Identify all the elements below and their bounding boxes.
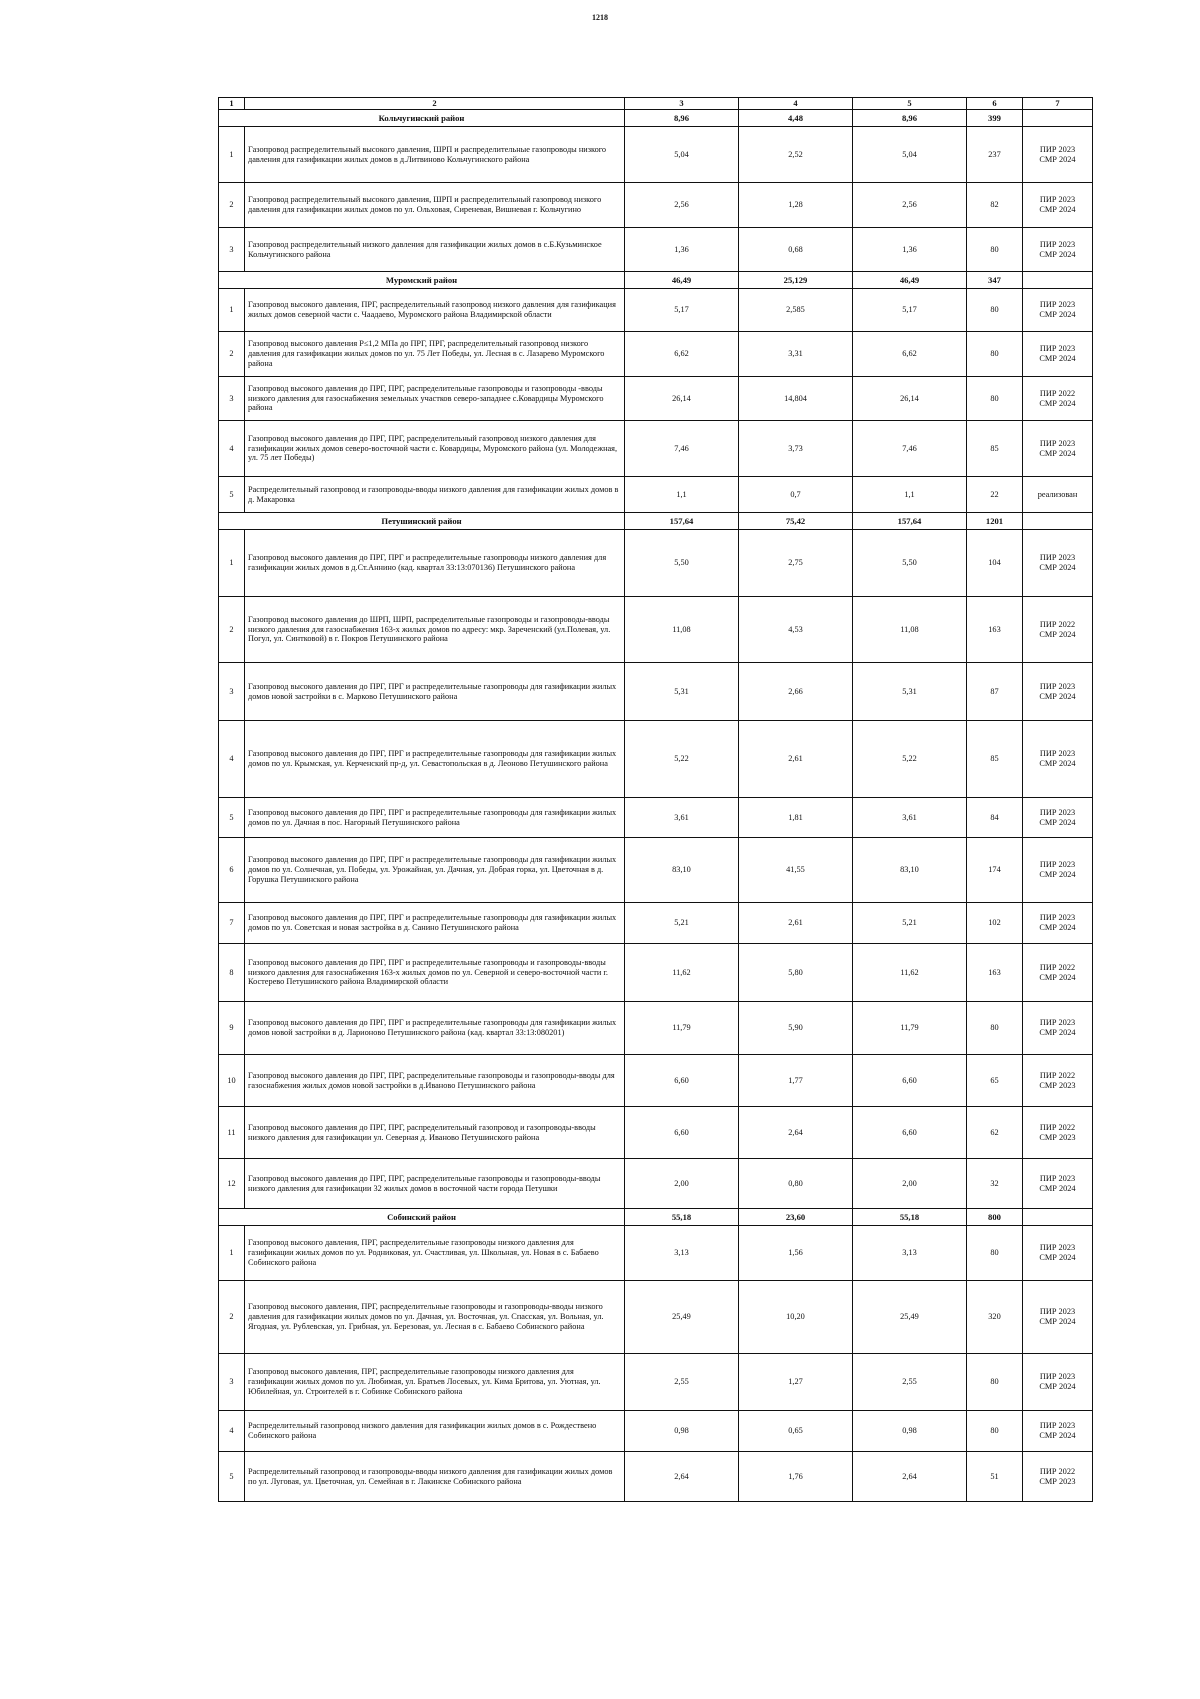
value-col4: 2,66: [739, 663, 853, 721]
row-number: 6: [219, 838, 245, 903]
stage-construction: СМР 2024: [1039, 563, 1076, 572]
value-col3: 2,56: [625, 183, 739, 228]
stage-construction: СМР 2024: [1039, 310, 1076, 319]
stage-cell: [1023, 1107, 1093, 1159]
object-description: Газопровод высокого давления до ПРГ, ПРГ и распределительные газопроводы низкого давления для газификации жилых домов в д.Ст.Аннино (кад. квартал 33:13:070136) Петушинского района: [245, 530, 625, 597]
object-description: Газопровод высокого давления до ПРГ, ПРГ и распределительные газопроводы для газификации жилых домов по ул. Советская и новая застройка в д. Санино Петушинского района: [245, 903, 625, 944]
object-description: Газопровод высокого давления до ШРП, ШРП, распределительные газопроводы и газопроводы-вводы низкого давления для газоснабжения 163-х жилых домов по адресу: мкр. Зареченский (ул.Полевая, ул. Погул, ул. Синтковой) в г. Покров Петушинского района: [245, 597, 625, 663]
value-col3: 5,31: [625, 663, 739, 721]
row-number: 10: [219, 1055, 245, 1107]
object-description: Газопровод высокого давления до ПРГ, ПРГ, распределительный газопровод и газопроводы-вводы низкого давления для газификации ул. Северная д. Иваново Петушинского района: [245, 1107, 625, 1159]
stage-cell: [1023, 838, 1093, 903]
object-description: Газопровод высокого давления, ПРГ, распределительные газопроводы и газопроводы-вводы низкого давления для газификации жилых домов по ул. Дачная, ул. Восточная, ул. Спасская, ул. Вольная, ул. Ягодная, ул. Рублевская, ул. Грибная, ул. Березовая, ул. Лесная в с. Бабаево Собинского района: [245, 1281, 625, 1354]
value-col6: 80: [967, 228, 1023, 272]
stage-cell: [1023, 477, 1093, 513]
value-col4: 0,65: [739, 1411, 853, 1452]
value-col6: 174: [967, 838, 1023, 903]
table-row: [219, 1107, 1093, 1159]
value-col4: 5,90: [739, 1002, 853, 1055]
stage-construction: СМР 2024: [1039, 1382, 1076, 1391]
stage-construction: СМР 2024: [1039, 154, 1076, 164]
value-col4: 2,585: [739, 289, 853, 332]
stage-design: ПИР 2023: [1039, 144, 1076, 154]
value-col3: 11,08: [625, 597, 739, 663]
district-name: Собинский район: [219, 1209, 625, 1226]
row-number: 4: [219, 1411, 245, 1452]
stage-design: ПИР 2023: [1039, 913, 1076, 923]
value-col4: 4,53: [739, 597, 853, 663]
object-description: Газопровод распределительный высокого давления, ШРП и распределительный газопровод низкого давления для газификации жилых домов по ул. Ольховая, Сиреневая, Вишневая г. Кольчугино: [245, 183, 625, 228]
object-description: Распределительный газопровод и газопроводы-вводы низкого давления для газификации жилых домов по ул. Луговая, ул. Цветочная, ул. Семейная в г. Лакинске Собинского района: [245, 1452, 625, 1502]
district-total: 399: [967, 110, 1023, 127]
value-col3: 5,50: [625, 530, 739, 597]
table-row: [219, 530, 1093, 597]
value-col4: 0,7: [739, 477, 853, 513]
value-col6: 163: [967, 597, 1023, 663]
value-col5: 1,36: [853, 228, 967, 272]
district-total: 25,129: [739, 272, 853, 289]
value-col5: 11,62: [853, 944, 967, 1002]
stage-construction: СМР 2024: [1039, 1431, 1076, 1440]
table-row: [219, 1055, 1093, 1107]
column-header: 5: [853, 98, 967, 110]
stage-cell: [1023, 1452, 1093, 1502]
stage-construction: СМР 2024: [1039, 1317, 1076, 1326]
value-col6: 87: [967, 663, 1023, 721]
stage-design: ПИР 2022: [1039, 1466, 1076, 1476]
stage-cell: [1023, 597, 1093, 663]
district-status-empty: [1023, 272, 1093, 289]
value-col4: 2,64: [739, 1107, 853, 1159]
stage-cell: [1023, 721, 1093, 798]
stage-construction: СМР 2024: [1039, 629, 1076, 639]
stage-cell: [1023, 228, 1093, 272]
table-row: [219, 1452, 1093, 1502]
stage-design: ПИР 2022: [1039, 388, 1076, 398]
stage-cell: [1023, 332, 1093, 377]
row-number: 5: [219, 477, 245, 513]
row-number: 2: [219, 597, 245, 663]
stage-design: ПИР 2023: [1039, 344, 1076, 354]
value-col6: 84: [967, 798, 1023, 838]
value-col5: 7,46: [853, 421, 967, 477]
row-number: 1: [219, 530, 245, 597]
district-status-empty: [1023, 110, 1093, 127]
value-col6: 163: [967, 944, 1023, 1002]
object-description: Газопровод высокого давления до ПРГ, ПРГ и распределительные газопроводы для газификации жилых домов новой застройки в с. Марково Петушинского района: [245, 663, 625, 721]
value-col3: 1,36: [625, 228, 739, 272]
stage-design: ПИР 2023: [1039, 1243, 1076, 1253]
value-col6: 80: [967, 289, 1023, 332]
value-col6: 62: [967, 1107, 1023, 1159]
row-number: 8: [219, 944, 245, 1002]
value-col4: 2,52: [739, 127, 853, 183]
value-col3: 0,98: [625, 1411, 739, 1452]
stage-cell: [1023, 1159, 1093, 1209]
value-col3: 3,13: [625, 1226, 739, 1281]
stage-cell: [1023, 798, 1093, 838]
value-col6: 80: [967, 1411, 1023, 1452]
column-header: 3: [625, 98, 739, 110]
value-col5: 26,14: [853, 377, 967, 421]
value-col6: 85: [967, 721, 1023, 798]
object-description: Газопровод высокого давления до ПРГ, ПРГ, распределительные газопроводы и газопроводы-вводы низкого давления для газификации 32 жилых домов в восточной части города Петушки: [245, 1159, 625, 1209]
stage-construction: СМР 2024: [1039, 1183, 1076, 1193]
object-description: Распределительный газопровод и газопроводы-вводы низкого давления для газификации жилых домов в д. Макаровка: [245, 477, 625, 513]
value-col6: 102: [967, 903, 1023, 944]
value-col4: 1,76: [739, 1452, 853, 1502]
table-row: [219, 477, 1093, 513]
value-col5: 5,31: [853, 663, 967, 721]
value-col6: 80: [967, 332, 1023, 377]
district-total: 55,18: [625, 1209, 739, 1226]
district-total: 8,96: [625, 110, 739, 127]
value-col3: 5,17: [625, 289, 739, 332]
district-total: 46,49: [853, 272, 967, 289]
table-row: [219, 597, 1093, 663]
stage-cell: [1023, 1226, 1093, 1281]
value-col5: 5,21: [853, 903, 967, 944]
stage-construction: СМР 2024: [1039, 759, 1076, 768]
table-row: [219, 289, 1093, 332]
value-col5: 11,08: [853, 597, 967, 663]
table-row: [219, 663, 1093, 721]
table-row: [219, 1226, 1093, 1281]
object-description: Газопровод распределительный низкого давления для газификации жилых домов в с.Б.Кузьминское Кольчугинского района: [245, 228, 625, 272]
page-number: 1218: [592, 13, 608, 22]
value-col4: 1,28: [739, 183, 853, 228]
value-col4: 1,81: [739, 798, 853, 838]
object-description: Газопровод высокого давления до ПРГ, ПРГ и распределительные газопроводы для газификации жилых домов по ул. Дачная в пос. Нагорный Петушинского района: [245, 798, 625, 838]
stage-design: ПИР 2022: [1039, 1070, 1076, 1080]
value-col4: 14,804: [739, 377, 853, 421]
stage-cell: [1023, 1411, 1093, 1452]
table-row: [219, 1411, 1093, 1452]
district-total: 4,48: [739, 110, 853, 127]
district-total: 157,64: [625, 513, 739, 530]
table-row: [219, 127, 1093, 183]
column-header: 1: [219, 98, 245, 110]
table-row: [219, 721, 1093, 798]
stage-cell: [1023, 1354, 1093, 1411]
stage-construction: СМР 2024: [1039, 448, 1076, 458]
value-col5: 6,60: [853, 1055, 967, 1107]
stage-construction: СМР 2024: [1039, 398, 1076, 408]
district-status-empty: [1023, 513, 1093, 530]
table-row: [219, 1354, 1093, 1411]
value-col4: 1,77: [739, 1055, 853, 1107]
column-header: 4: [739, 98, 853, 110]
value-col4: 0,68: [739, 228, 853, 272]
stage-cell: [1023, 530, 1093, 597]
object-description: Газопровод распределительный высокого давления, ШРП и распределительные газопроводы низкого давления для газификации жилых домов в д.Литвиново Кольчугинского района: [245, 127, 625, 183]
value-col6: 104: [967, 530, 1023, 597]
stage-design: ПИР 2023: [1039, 239, 1076, 249]
value-col4: 1,27: [739, 1354, 853, 1411]
stage-construction: СМР 2023: [1039, 1132, 1076, 1142]
value-col6: 80: [967, 1002, 1023, 1055]
value-col3: 7,46: [625, 421, 739, 477]
table-row: [219, 798, 1093, 838]
stage-construction: СМР 2024: [1039, 1028, 1076, 1037]
object-description: Газопровод высокого давления до ПРГ, ПРГ, распределительные газопроводы и газопроводы -вводы низкого давления для газоснабжения земельных участков северо-западнее с.Ковардицы Муромского района: [245, 377, 625, 421]
row-number: 2: [219, 332, 245, 377]
row-number: 1: [219, 1226, 245, 1281]
value-col5: 5,04: [853, 127, 967, 183]
value-col3: 6,60: [625, 1055, 739, 1107]
table-row: [219, 183, 1093, 228]
district-total: 157,64: [853, 513, 967, 530]
value-col6: 80: [967, 1226, 1023, 1281]
row-number: 4: [219, 721, 245, 798]
value-col6: 80: [967, 377, 1023, 421]
table-row: [219, 228, 1093, 272]
object-description: Распределительный газопровод низкого давления для газификации жилых домов в с. Рождествено Собинского района: [245, 1411, 625, 1452]
object-description: Газопровод высокого давления P≤1,2 МПа до ПРГ, ПРГ, распределительный газопровод низкого давления для газификации жилых домов по ул. 75 Лет Победы, ул. Лесная в с. Лазарево Муромского района: [245, 332, 625, 377]
stage-design: ПИР 2023: [1039, 300, 1076, 310]
row-number: 11: [219, 1107, 245, 1159]
object-description: Газопровод высокого давления до ПРГ, ПРГ, распределительные газопроводы и газопроводы-вводы для газоснабжения жилых домов новой застройки в д.Иваново Петушинского района: [245, 1055, 625, 1107]
object-description: Газопровод высокого давления до ПРГ, ПРГ и распределительные газопроводы для газификации жилых домов по ул. Солнечная, ул. Победы, ул. Урожайная, ул. Дачная, ул. Добрая горка, ул. Цветочная в д. Горушка Петушинского района: [245, 838, 625, 903]
stage-design: ПИР 2022: [1039, 962, 1076, 972]
stage-construction: СМР 2024: [1039, 354, 1076, 363]
stage-construction: СМР 2023: [1039, 1476, 1076, 1486]
table-row: [219, 332, 1093, 377]
stage-construction: СМР 2024: [1039, 923, 1076, 932]
table-row: [219, 1002, 1093, 1055]
row-number: 7: [219, 903, 245, 944]
value-col3: 5,22: [625, 721, 739, 798]
row-number: 5: [219, 798, 245, 838]
stage-design: ПИР 2023: [1039, 438, 1076, 448]
column-header: 2: [245, 98, 625, 110]
value-col5: 2,00: [853, 1159, 967, 1209]
value-col5: 2,55: [853, 1354, 967, 1411]
value-col3: 5,21: [625, 903, 739, 944]
district-total: 1201: [967, 513, 1023, 530]
table-row: [219, 944, 1093, 1002]
value-col3: 3,61: [625, 798, 739, 838]
object-description: Газопровод высокого давления, ПРГ, распределительный газопровод низкого давления для газификация жилых домов северной части с. Чаадаево, Муромского района Владимирской области: [245, 289, 625, 332]
stage-cell: [1023, 183, 1093, 228]
value-col3: 5,04: [625, 127, 739, 183]
value-col4: 10,20: [739, 1281, 853, 1354]
object-description: Газопровод высокого давления до ПРГ, ПРГ и распределительные газопроводы для газификации жилых домов новой застройки в д. Ларионово Петушинского района (кад. квартал 33:13:080201): [245, 1002, 625, 1055]
value-col6: 32: [967, 1159, 1023, 1209]
district-total: 800: [967, 1209, 1023, 1226]
value-col3: 2,64: [625, 1452, 739, 1502]
value-col6: 65: [967, 1055, 1023, 1107]
value-col6: 51: [967, 1452, 1023, 1502]
stage-design: ПИР 2022: [1039, 619, 1076, 629]
row-number: 2: [219, 1281, 245, 1354]
district-total-row: [219, 513, 1093, 530]
stage-construction: СМР 2024: [1039, 972, 1076, 982]
object-description: Газопровод высокого давления до ПРГ, ПРГ и распределительные газопроводы и газопроводы-вводы низкого давления для газоснабжения 163-х жилых домов по ул. Северной и северо-восточной части г. Костерево Петушинского района Владимирской области: [245, 944, 625, 1002]
value-col3: 83,10: [625, 838, 739, 903]
object-description: Газопровод высокого давления до ПРГ, ПРГ и распределительные газопроводы для газификации жилых домов по ул. Крымская, ул. Керченский пр-д, ул. Севастопольская в д. Леоново Петушинского района: [245, 721, 625, 798]
stage-design: ПИР 2023: [1039, 1372, 1076, 1382]
stage-construction: СМР 2024: [1039, 1253, 1076, 1262]
value-col3: 1,1: [625, 477, 739, 513]
district-total-row: [219, 272, 1093, 289]
table-row: [219, 903, 1093, 944]
district-status-empty: [1023, 1209, 1093, 1226]
value-col5: 1,1: [853, 477, 967, 513]
stage-cell: [1023, 1055, 1093, 1107]
row-number: 2: [219, 183, 245, 228]
value-col6: 22: [967, 477, 1023, 513]
value-col5: 6,62: [853, 332, 967, 377]
value-col6: 82: [967, 183, 1023, 228]
stage-design: ПИР 2023: [1039, 749, 1076, 759]
value-col4: 1,56: [739, 1226, 853, 1281]
column-header: 6: [967, 98, 1023, 110]
value-col6: 237: [967, 127, 1023, 183]
value-col5: 2,64: [853, 1452, 967, 1502]
value-col5: 3,61: [853, 798, 967, 838]
stage-construction: СМР 2023: [1039, 1080, 1076, 1090]
gas-pipeline-table: [218, 97, 1093, 1502]
district-total: 55,18: [853, 1209, 967, 1226]
stage-design: ПИР 2023: [1039, 681, 1076, 691]
value-col5: 2,56: [853, 183, 967, 228]
row-number: 4: [219, 421, 245, 477]
district-total-row: [219, 1209, 1093, 1226]
stage-construction: СМР 2024: [1039, 691, 1076, 701]
row-number: 3: [219, 663, 245, 721]
district-total: 347: [967, 272, 1023, 289]
row-number: 3: [219, 228, 245, 272]
stage-cell: [1023, 127, 1093, 183]
table-row: [219, 421, 1093, 477]
stage-construction: СМР 2024: [1039, 870, 1076, 879]
stage-design: реализован: [1037, 489, 1078, 499]
stage-cell: [1023, 944, 1093, 1002]
table-row: [219, 838, 1093, 903]
value-col4: 3,73: [739, 421, 853, 477]
table-row: [219, 1159, 1093, 1209]
district-total: 23,60: [739, 1209, 853, 1226]
stage-design: ПИР 2023: [1039, 553, 1076, 563]
stage-cell: [1023, 1281, 1093, 1354]
stage-cell: [1023, 421, 1093, 477]
stage-cell: [1023, 903, 1093, 944]
stage-construction: СМР 2024: [1039, 249, 1076, 259]
stage-design: ПИР 2023: [1039, 1173, 1076, 1183]
object-description: Газопровод высокого давления до ПРГ, ПРГ, распределительный газопровод низкого давления для газификации жилых домов северо-восточной части с. Ковардицы, Муромского района (ул. Молодежная, ул. 75 лет Победы): [245, 421, 625, 477]
stage-design: ПИР 2023: [1039, 860, 1076, 870]
row-number: 1: [219, 289, 245, 332]
value-col6: 85: [967, 421, 1023, 477]
column-header: 7: [1023, 98, 1093, 110]
value-col4: 3,31: [739, 332, 853, 377]
stage-cell: [1023, 377, 1093, 421]
object-description: Газопровод высокого давления, ПРГ, распределительные газопроводы низкого давления для газификации жилых домов по ул. Любимая, ул. Братьев Лосевых, ул. Кима Бритова, ул. Уютная, ул. Юбилейная, ул. Строителей в г. Собинке Собинского района: [245, 1354, 625, 1411]
column-number-header: [219, 98, 1093, 110]
value-col4: 0,80: [739, 1159, 853, 1209]
value-col6: 320: [967, 1281, 1023, 1354]
value-col5: 3,13: [853, 1226, 967, 1281]
value-col5: 5,50: [853, 530, 967, 597]
value-col5: 25,49: [853, 1281, 967, 1354]
stage-design: ПИР 2023: [1039, 195, 1076, 205]
stage-cell: [1023, 663, 1093, 721]
district-total: 46,49: [625, 272, 739, 289]
row-number: 3: [219, 1354, 245, 1411]
value-col5: 83,10: [853, 838, 967, 903]
object-description: Газопровод высокого давления, ПРГ, распределительные газопроводы низкого давления для газификации жилых домов по ул. Родниковая, ул. Счастливая, ул. Школьная, ул. Новая в с. Бабаево Собинского района: [245, 1226, 625, 1281]
district-total-row: [219, 110, 1093, 127]
table-row: [219, 377, 1093, 421]
district-total: 8,96: [853, 110, 967, 127]
value-col6: 80: [967, 1354, 1023, 1411]
value-col5: 6,60: [853, 1107, 967, 1159]
value-col5: 0,98: [853, 1411, 967, 1452]
value-col3: 2,00: [625, 1159, 739, 1209]
value-col3: 11,62: [625, 944, 739, 1002]
stage-cell: [1023, 1002, 1093, 1055]
district-total: 75,42: [739, 513, 853, 530]
value-col3: 11,79: [625, 1002, 739, 1055]
value-col5: 5,17: [853, 289, 967, 332]
value-col4: 41,55: [739, 838, 853, 903]
stage-design: ПИР 2023: [1039, 1307, 1076, 1317]
stage-design: ПИР 2023: [1039, 807, 1076, 817]
stage-construction: СМР 2024: [1039, 817, 1076, 827]
value-col4: 5,80: [739, 944, 853, 1002]
value-col3: 26,14: [625, 377, 739, 421]
row-number: 12: [219, 1159, 245, 1209]
stage-construction: СМР 2024: [1039, 205, 1076, 214]
table-row: [219, 1281, 1093, 1354]
value-col4: 2,75: [739, 530, 853, 597]
value-col4: 2,61: [739, 903, 853, 944]
stage-design: ПИР 2023: [1039, 1421, 1076, 1431]
stage-design: ПИР 2022: [1039, 1122, 1076, 1132]
district-name: Петушинский район: [219, 513, 625, 530]
value-col3: 25,49: [625, 1281, 739, 1354]
district-name: Кольчугинский район: [219, 110, 625, 127]
stage-design: ПИР 2023: [1039, 1018, 1076, 1028]
stage-cell: [1023, 289, 1093, 332]
value-col3: 6,60: [625, 1107, 739, 1159]
row-number: 5: [219, 1452, 245, 1502]
row-number: 9: [219, 1002, 245, 1055]
value-col4: 2,61: [739, 721, 853, 798]
value-col3: 2,55: [625, 1354, 739, 1411]
row-number: 1: [219, 127, 245, 183]
row-number: 3: [219, 377, 245, 421]
value-col5: 5,22: [853, 721, 967, 798]
value-col3: 6,62: [625, 332, 739, 377]
district-name: Муромский район: [219, 272, 625, 289]
value-col5: 11,79: [853, 1002, 967, 1055]
